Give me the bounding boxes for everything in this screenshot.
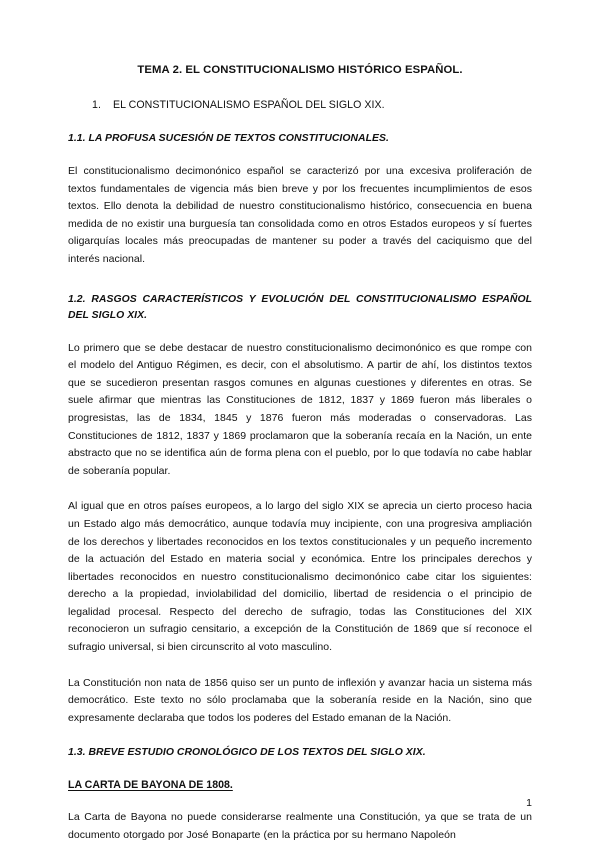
document-body [68, 62, 532, 845]
section-list-item-1 [68, 97, 532, 113]
paragraph-profusa-sucesion: El constitucionalismo decimonónico español se caracterizó por una excesiva proliferación de textos fundamentales de vigencia más bien breve y por los frecuentes incumplimientos de esos textos. Ello denota la debilidad de nuestro constitucionalismo histórico, consecuencia en buena medida de no existir una burguesía tan consolidada como en otros Estados europeos y sí fuertes oligarquías locales más preocupadas de mantener su poder a través del caciquismo que del interés nacional. [68, 165, 532, 265]
heading-1-3: 1.3. BREVE ESTUDIO CRONOLÓGICO DE LOS TEXTOS DEL SIGLO XIX. [68, 747, 426, 759]
list-marker: 1. [92, 99, 101, 111]
heading-carta-de-bayona: LA CARTA DE BAYONA DE 1808. [68, 779, 233, 792]
heading-1-1: 1.1. LA PROFUSA SUCESIÓN DE TEXTOS CONSTITUCIONALES. [68, 133, 389, 144]
spacer [68, 285, 532, 292]
heading-1-2: 1.2. RASGOS CARACTERÍSTICOS Y EVOLUCIÓN DEL CONSTITUCIONALISMO ESPAÑOL DEL SIGLO XIX. [68, 293, 532, 321]
paragraph-proceso-democratico: Al igual que en otros países europeos, a lo largo del siglo XIX se aprecia un cierto proceso hacia un Estado algo más democrático, aunque todavía muy incipiente, con una progresiva ampliación de los derechos y libertades reconocidos en los textos constitucionales y un pequeño incremento de la actuación del Estado en materia social y económica. Entre los principales derechos y libertades reconocidos en nuestro constitucionalismo decimonónico cabe citar los siguientes: derecho a la propiedad, inviolabilidad del domicilio, libertad de residencia o el principio de legalidad procesal. Respecto del derecho de sufragio, todas las Constituciones del XIX reconocieron un sufragio censitario, a excepción de la Constitución de 1869 que sí reconoce el sufragio universal, si bien circunscrito al voto masculino. [68, 500, 532, 654]
section-number-list [68, 97, 532, 113]
document-title: TEMA 2. EL CONSTITUCIONALISMO HISTÓRICO ESPAÑOL. [137, 64, 463, 76]
page-number: 1 [526, 797, 532, 809]
paragraph-rasgos-caracteristicos: Lo primero que se debe destacar de nuestro constitucionalismo decimonónico es que rompe con el modelo del Antiguo Régimen, es decir, con el absolutismo. A partir de ahí, los distintos textos que se sucedieron presentan rasgos comunes en algunas cuestiones y diferentes en otras. Se suele afirmar que mientras las Constituciones de 1812, 1837 y 1869 fueron más liberales o progresistas, las de 1834, 1845 y 1876 fueron más moderadas o conservadoras. Las Constituciones de 1812, 1837 y 1869 proclamaron que la soberanía recaía en la Nación, un ente abstracto que no se identifica aún de forma plena con el pueblo, por lo que todavía no cabe hablar de soberanía popular. [68, 341, 532, 477]
paragraph-carta-de-bayona: La Carta de Bayona no puede considerarse realmente una Constitución, ya que se trata de un documento otorgado por José Bonaparte (en la práctica por su hermano Napoleón [68, 811, 532, 842]
section-list-item-label: EL CONSTITUCIONALISMO ESPAÑOL DEL SIGLO XIX. [113, 99, 385, 111]
paragraph-constitucion-non-nata: La Constitución non nata de 1856 quiso ser un punto de inflexión y avanzar hacia un sistema más democrático. Este texto no sólo proclamaba que la soberanía reside en la Nación, sino que expresamente declaraba que todos los poderes del Estado emanan de la Nación. [68, 676, 532, 724]
